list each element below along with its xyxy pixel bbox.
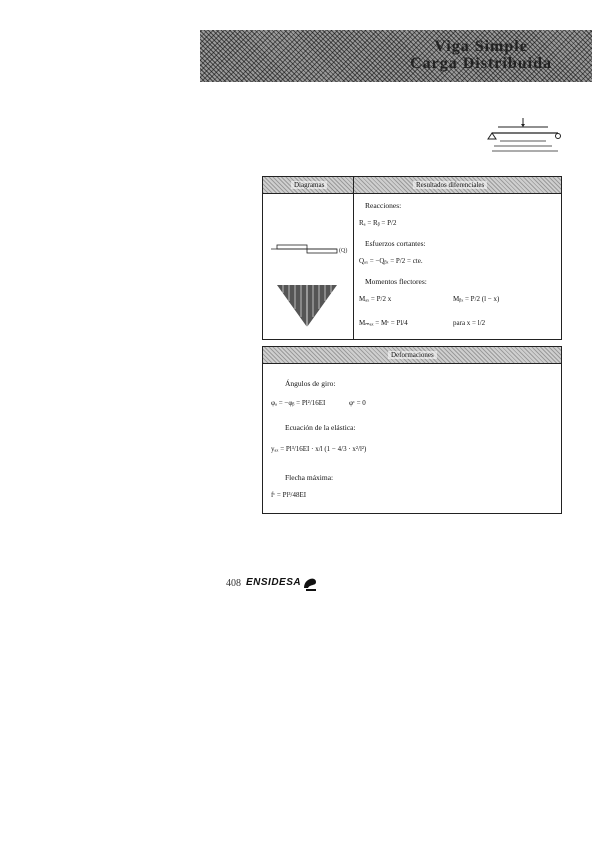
shear-moment-diagrams: [267, 237, 351, 333]
column-divider: [353, 177, 354, 339]
svg-text:(Q): (Q): [339, 248, 348, 254]
col-diagrams-header: Diagramas: [291, 181, 327, 189]
header-banner: [200, 30, 592, 82]
logo-wordmark: ENSIDESA: [246, 577, 302, 588]
elastic-equation: yₐₓ = Pl³/16EI · x/l (1 − 4/3 · x²/l²): [271, 445, 367, 453]
page-number: 408: [226, 578, 241, 589]
deformations-table: [262, 346, 562, 514]
moment-label: Momentos flectores:: [365, 277, 427, 286]
max-deflection-label: Flecha máxima:: [285, 473, 334, 482]
elastic-label: Ecuación de la elástica:: [285, 423, 356, 432]
results-table: [262, 176, 562, 340]
reactions-equation: Rₐ = Rᵦ = P/2: [359, 219, 397, 227]
deformations-header: [263, 347, 561, 364]
banner-title-line1: Viga Simple: [434, 38, 528, 55]
results-table-header: [263, 177, 561, 194]
shear-label: Esfuerzos cortantes:: [365, 239, 426, 248]
moment-max-location: para x = l/2: [453, 319, 486, 327]
angles-label: Ángulos de giro:: [285, 379, 336, 388]
ensidesa-logo: [246, 574, 316, 594]
deformations-title: Deformaciones: [388, 351, 437, 359]
logo-mark-icon: [302, 574, 318, 592]
moment-max-equation: Mₘₐₓ = Mᶜ = Pl/4: [359, 319, 408, 327]
banner-title: [410, 38, 552, 72]
max-deflection-equation: fᶜ = Pl³/48EI: [271, 491, 307, 499]
moment-equation-right: Mᵦₓ = P/2 (l − x): [453, 295, 500, 303]
moment-equation-left: Mₐₓ = P/2 x: [359, 295, 392, 303]
banner-title-line2: Carga Distribuida: [410, 55, 552, 72]
beam-load-sketch: [478, 115, 568, 165]
angle-center-equation: φᶜ = 0: [349, 399, 366, 407]
reactions-label: Reacciones:: [365, 201, 402, 210]
angles-equation: φₐ = −φᵦ = Pl²/16EI: [271, 399, 326, 407]
col-results-header: Resultados diferenciales: [413, 181, 487, 189]
shear-equation: Qₐₓ = −Qᵦₓ = P/2 = cte.: [359, 257, 423, 265]
